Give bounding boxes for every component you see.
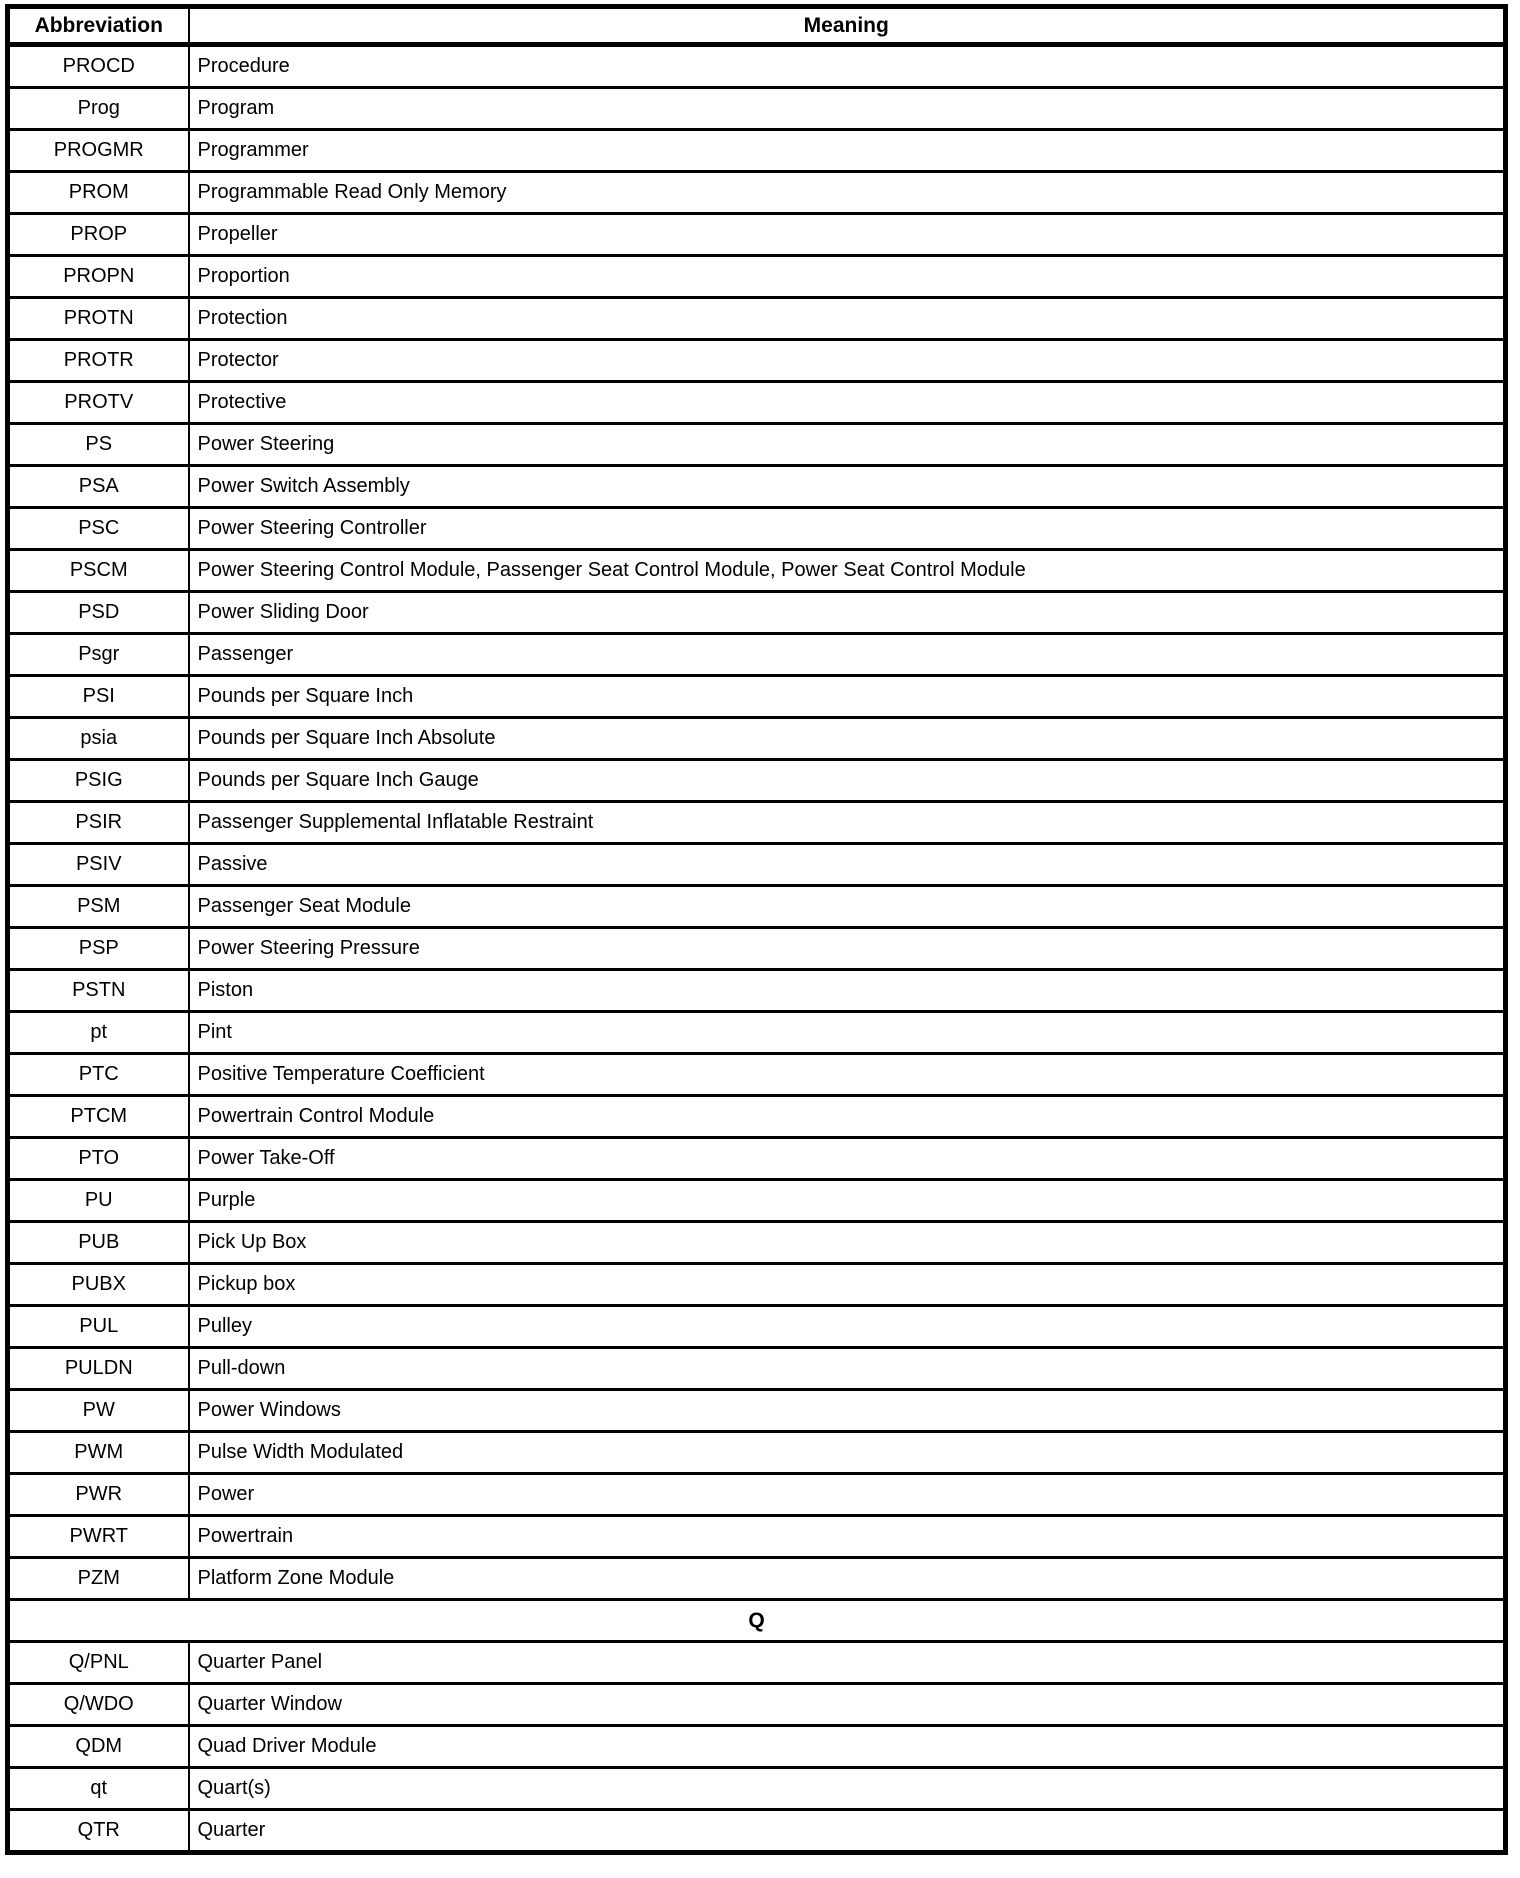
abbreviation-cell: PULDN xyxy=(8,1348,189,1390)
meaning-cell: Power Steering Controller xyxy=(189,508,1506,550)
table-row xyxy=(8,1180,1506,1222)
abbreviation-cell: PROP xyxy=(8,214,189,256)
abbreviation-cell: QTR xyxy=(8,1810,189,1853)
meaning-cell: Power Steering xyxy=(189,424,1506,466)
table-row xyxy=(8,676,1506,718)
abbreviation-cell: PSTN xyxy=(8,970,189,1012)
abbreviation-cell: PROGMR xyxy=(8,130,189,172)
meaning-cell: Protective xyxy=(189,382,1506,424)
meaning-cell: Passenger xyxy=(189,634,1506,676)
table-row xyxy=(8,634,1506,676)
meaning-cell: Power Windows xyxy=(189,1390,1506,1432)
table-row xyxy=(8,1138,1506,1180)
abbreviation-cell: PUB xyxy=(8,1222,189,1264)
meaning-cell: Pulley xyxy=(189,1306,1506,1348)
table-row xyxy=(8,1306,1506,1348)
meaning-cell: Pounds per Square Inch Gauge xyxy=(189,760,1506,802)
abbreviation-table xyxy=(5,4,1508,1855)
meaning-cell: Purple xyxy=(189,1180,1506,1222)
table-row xyxy=(8,1012,1506,1054)
table-row xyxy=(8,1558,1506,1600)
table-row xyxy=(8,1726,1506,1768)
abbreviation-cell: PSA xyxy=(8,466,189,508)
table-row xyxy=(8,508,1506,550)
table-row xyxy=(8,340,1506,382)
table-row xyxy=(8,172,1506,214)
meaning-cell: Quarter xyxy=(189,1810,1506,1853)
abbreviation-cell: PW xyxy=(8,1390,189,1432)
table-row xyxy=(8,1096,1506,1138)
abbreviation-cell: QDM xyxy=(8,1726,189,1768)
abbreviation-cell: PUL xyxy=(8,1306,189,1348)
abbreviation-cell: Prog xyxy=(8,88,189,130)
abbreviation-cell: PSIV xyxy=(8,844,189,886)
abbreviation-cell: PTCM xyxy=(8,1096,189,1138)
table-row xyxy=(8,1474,1506,1516)
abbreviation-cell: PZM xyxy=(8,1558,189,1600)
abbreviation-cell: PSCM xyxy=(8,550,189,592)
abbreviation-cell: PSD xyxy=(8,592,189,634)
meaning-cell: Positive Temperature Coefficient xyxy=(189,1054,1506,1096)
meaning-cell: Pull-down xyxy=(189,1348,1506,1390)
header-meaning: Meaning xyxy=(189,7,1506,45)
abbreviation-cell: qt xyxy=(8,1768,189,1810)
meaning-cell: Power xyxy=(189,1474,1506,1516)
table-row xyxy=(8,130,1506,172)
header-abbreviation: Abbreviation xyxy=(8,7,189,45)
meaning-cell: Pounds per Square Inch Absolute xyxy=(189,718,1506,760)
table-row xyxy=(8,970,1506,1012)
meaning-cell: Pint xyxy=(189,1012,1506,1054)
meaning-cell: Programmer xyxy=(189,130,1506,172)
meaning-cell: Quarter Window xyxy=(189,1684,1506,1726)
abbreviation-cell: PSI xyxy=(8,676,189,718)
meaning-cell: Pick Up Box xyxy=(189,1222,1506,1264)
abbreviation-cell: PUBX xyxy=(8,1264,189,1306)
table-row xyxy=(8,424,1506,466)
meaning-cell: Powertrain xyxy=(189,1516,1506,1558)
table-row xyxy=(8,718,1506,760)
abbreviation-cell: PSP xyxy=(8,928,189,970)
meaning-cell: Platform Zone Module xyxy=(189,1558,1506,1600)
abbreviation-cell: PROCD xyxy=(8,45,189,88)
meaning-cell: Protector xyxy=(189,340,1506,382)
meaning-cell: Power Take-Off xyxy=(189,1138,1506,1180)
abbreviation-cell: PROM xyxy=(8,172,189,214)
table-row xyxy=(8,1516,1506,1558)
abbreviation-cell: PTO xyxy=(8,1138,189,1180)
abbreviation-cell: Psgr xyxy=(8,634,189,676)
meaning-cell: Piston xyxy=(189,970,1506,1012)
meaning-cell: Program xyxy=(189,88,1506,130)
table-row xyxy=(8,1810,1506,1853)
table-row xyxy=(8,1054,1506,1096)
meaning-cell: Quad Driver Module xyxy=(189,1726,1506,1768)
abbreviation-cell: PWRT xyxy=(8,1516,189,1558)
table-row xyxy=(8,1642,1506,1684)
meaning-cell: Powertrain Control Module xyxy=(189,1096,1506,1138)
meaning-cell: Passenger Seat Module xyxy=(189,886,1506,928)
abbreviation-cell: PSIG xyxy=(8,760,189,802)
meaning-cell: Pulse Width Modulated xyxy=(189,1432,1506,1474)
table-row xyxy=(8,1264,1506,1306)
abbreviation-cell: Q/WDO xyxy=(8,1684,189,1726)
table-row xyxy=(8,214,1506,256)
table-row xyxy=(8,298,1506,340)
abbreviation-cell: psia xyxy=(8,718,189,760)
abbreviation-cell: PWM xyxy=(8,1432,189,1474)
table-row xyxy=(8,844,1506,886)
abbreviation-cell: Q/PNL xyxy=(8,1642,189,1684)
meaning-cell: Programmable Read Only Memory xyxy=(189,172,1506,214)
table-row xyxy=(8,1432,1506,1474)
table-row xyxy=(8,550,1506,592)
abbreviation-cell: PS xyxy=(8,424,189,466)
meaning-cell: Power Switch Assembly xyxy=(189,466,1506,508)
meaning-cell: Passive xyxy=(189,844,1506,886)
abbreviation-cell: PU xyxy=(8,1180,189,1222)
abbreviation-cell: PROTN xyxy=(8,298,189,340)
meaning-cell: Procedure xyxy=(189,45,1506,88)
table-row xyxy=(8,256,1506,298)
abbreviation-cell: PROPN xyxy=(8,256,189,298)
abbreviation-cell: PWR xyxy=(8,1474,189,1516)
meaning-cell: Protection xyxy=(189,298,1506,340)
table-row xyxy=(8,760,1506,802)
abbreviation-cell: PSC xyxy=(8,508,189,550)
meaning-cell: Power Sliding Door xyxy=(189,592,1506,634)
meaning-cell: Pounds per Square Inch xyxy=(189,676,1506,718)
table-row xyxy=(8,592,1506,634)
table-row xyxy=(8,1768,1506,1810)
table-row xyxy=(8,382,1506,424)
abbreviation-cell: PROTR xyxy=(8,340,189,382)
table-row xyxy=(8,1222,1506,1264)
section-label: Q xyxy=(8,1600,1506,1642)
meaning-cell: Propeller xyxy=(189,214,1506,256)
meaning-cell: Power Steering Pressure xyxy=(189,928,1506,970)
abbreviation-cell: PSIR xyxy=(8,802,189,844)
table-row xyxy=(8,466,1506,508)
table-row xyxy=(8,45,1506,88)
meaning-cell: Pickup box xyxy=(189,1264,1506,1306)
meaning-cell: Passenger Supplemental Inflatable Restraint xyxy=(189,802,1506,844)
table-row xyxy=(8,886,1506,928)
section-row xyxy=(8,1600,1506,1642)
meaning-cell: Proportion xyxy=(189,256,1506,298)
header-row xyxy=(8,7,1506,45)
abbreviation-cell: PROTV xyxy=(8,382,189,424)
table-row xyxy=(8,1390,1506,1432)
table-row xyxy=(8,802,1506,844)
abbreviation-cell: PTC xyxy=(8,1054,189,1096)
abbreviation-cell: PSM xyxy=(8,886,189,928)
meaning-cell: Quarter Panel xyxy=(189,1642,1506,1684)
meaning-cell: Quart(s) xyxy=(189,1768,1506,1810)
table-row xyxy=(8,88,1506,130)
meaning-cell: Power Steering Control Module, Passenger Seat Control Module, Power Seat Control Module xyxy=(189,550,1506,592)
table-row xyxy=(8,928,1506,970)
abbreviation-cell: pt xyxy=(8,1012,189,1054)
table-row xyxy=(8,1684,1506,1726)
table-row xyxy=(8,1348,1506,1390)
